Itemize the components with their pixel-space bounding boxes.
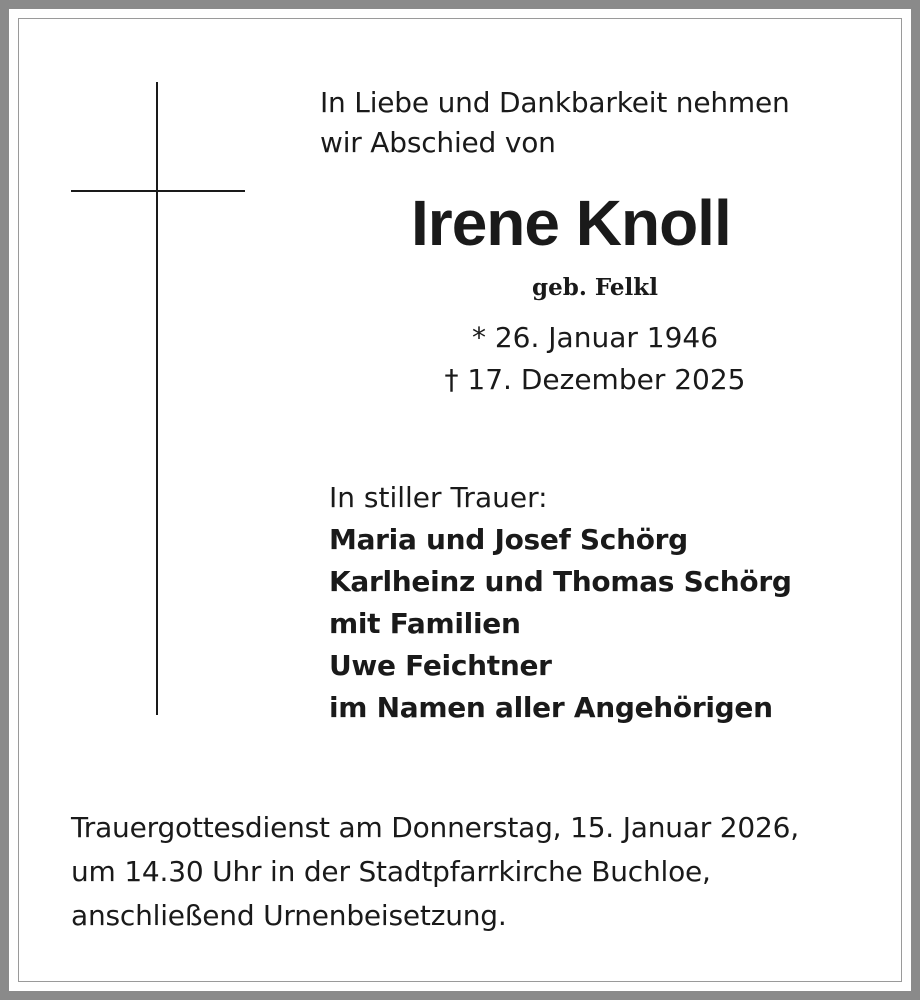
service-line: Trauergottesdienst am Donnerstag, 15. Januar 2026,	[71, 811, 799, 844]
mourner-entry: Uwe Feichtner	[329, 649, 552, 682]
cross-horizontal-beam	[71, 190, 245, 192]
intro-text	[320, 83, 790, 163]
mourner-entry: mit Familien	[329, 607, 521, 640]
service-line: anschließend Urnenbeisetzung.	[71, 899, 507, 932]
mourner-entry: Maria und Josef Schörg	[329, 523, 688, 556]
mourners-label: In stiller Trauer:	[329, 481, 548, 514]
mourner-entry: Karlheinz und Thomas Schörg	[329, 565, 792, 598]
mourners-block	[329, 477, 792, 729]
mourner-entry: im Namen aller Angehörigen	[329, 691, 773, 724]
life-dates	[9, 317, 920, 401]
service-line: um 14.30 Uhr in der Stadtpfarrkirche Buchloe,	[71, 855, 711, 888]
service-notice	[71, 806, 799, 938]
obituary-card	[9, 9, 911, 991]
maiden-name: geb. Felkl	[532, 274, 658, 301]
deceased-name: Irene Knoll	[411, 187, 731, 259]
intro-line: In Liebe und Dankbarkeit nehmen	[320, 86, 790, 119]
mourners-list	[329, 519, 792, 729]
birth-date: * 26. Januar 1946	[471, 321, 719, 354]
death-date: † 17. Dezember 2025	[444, 363, 746, 396]
intro-line: wir Abschied von	[320, 126, 556, 159]
